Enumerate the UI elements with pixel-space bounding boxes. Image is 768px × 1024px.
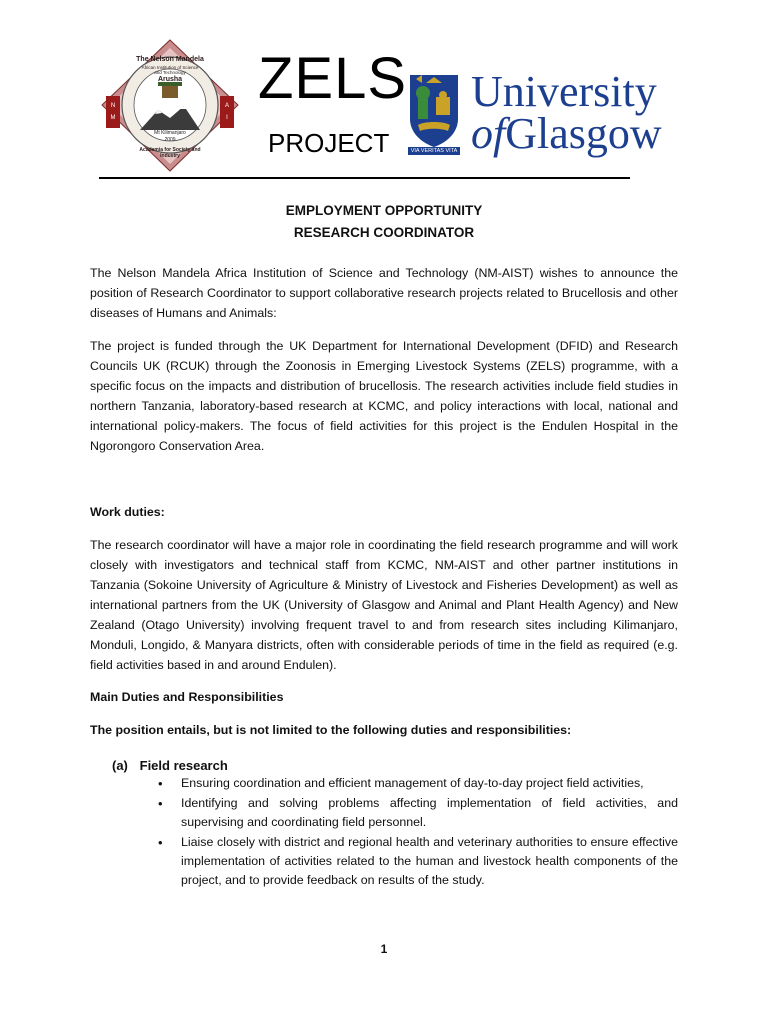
logo-text-bottom: Academia for Society and Industry [139,147,201,159]
field-research-list [181,774,678,891]
nm-aist-logo [100,38,240,173]
logo-text-top: The Nelson Mandela [136,56,204,63]
glasgow-wordmark-line1: University [471,67,657,116]
work-duties-heading: Work duties: [90,505,165,519]
glasgow-motto: VIA VERITAS VITA [410,148,458,154]
logo-letters-left: N M [110,103,116,121]
glasgow-wordmark-glasgow: Glasgow [505,109,662,158]
logo-text-arusha: Arusha [157,76,183,83]
field-research-title: Field research [139,758,228,773]
logo-text-year: 2009 [164,137,176,143]
intro-paragraph: The Nelson Mandela Africa Institution of Science and Technology (NM-AIST) wishes to announce the position of Research Coordinator to support collaborative research projects related to Brucellosis and other diseases of Humans and Animals: [90,266,678,320]
position-entails-text: The position entails, but is not limited to the following duties and responsibilities: [90,723,572,737]
list-item: • Identifying and solving problems affecting implementation of field activities, and supervising and coordinating field personnel. [181,794,678,832]
page-number: 1 [380,942,388,956]
logo-text-inner: African Institution of Science and Technology [141,65,199,75]
list-item: • Liaise closely with district and regional health and veterinary authorities to ensure effective implementation of activities related to the human and livestock health components of the project, and to provide feedback on results of the study. [181,833,678,891]
logo-text-mountain: Mt Kilimanjaro [154,130,186,136]
work-duties-paragraph: The research coordinator will have a major role in coordinating the field research programme and will work closely with investigators and technical staff from KCMC, NM-AIST and other partner institutions in Tanzania (Sokoine University of Agriculture & Ministry of Livestock and Fisheries Development) as well as international partners from the UK (University of Glasgow and Animal and Plant Health Agency) and New Zealand (Otago University) involving frequent travel to and from research sites including Kilimanjaro, Monduli, Longido, & Manyara districts, often with considerable periods of time in the field as required (e.g. field activities based in and around Endulen). [90,538,678,672]
title-research-coordinator: RESEARCH COORDINATOR [293,225,475,240]
field-research-label: (a) [112,758,128,773]
field-research-heading [112,756,228,776]
glasgow-wordmark-line2 [471,109,662,158]
header-divider [99,177,630,179]
title-employment-opportunity: EMPLOYMENT OPPORTUNITY [285,203,483,218]
main-duties-heading: Main Duties and Responsibilities [90,690,284,704]
glasgow-crest-icon [408,73,460,155]
glasgow-wordmark-of: of [471,109,506,158]
project-subtitle: PROJECT [268,128,390,158]
logo-letters-right: A I [224,103,229,121]
funding-paragraph: The project is funded through the UK Department for International Development (DFID) and Research Councils UK (RCUK) through the Zoonosis in Emerging Livestock Systems (ZELS) programme, with a specific focus on the impacts and distribution of brucellosis. The research activities include field studies in northern Tanzania, laboratory-based research at KCMC, and policy interactions with local, national and international policy-makers. The focus of field activities for this project is the Endulen Hospital in the Ngorongoro Conservation Area. [90,339,678,453]
project-name: ZELS [258,46,408,111]
list-item: • Ensuring coordination and efficient management of day-to-day project field activities, [181,774,678,793]
